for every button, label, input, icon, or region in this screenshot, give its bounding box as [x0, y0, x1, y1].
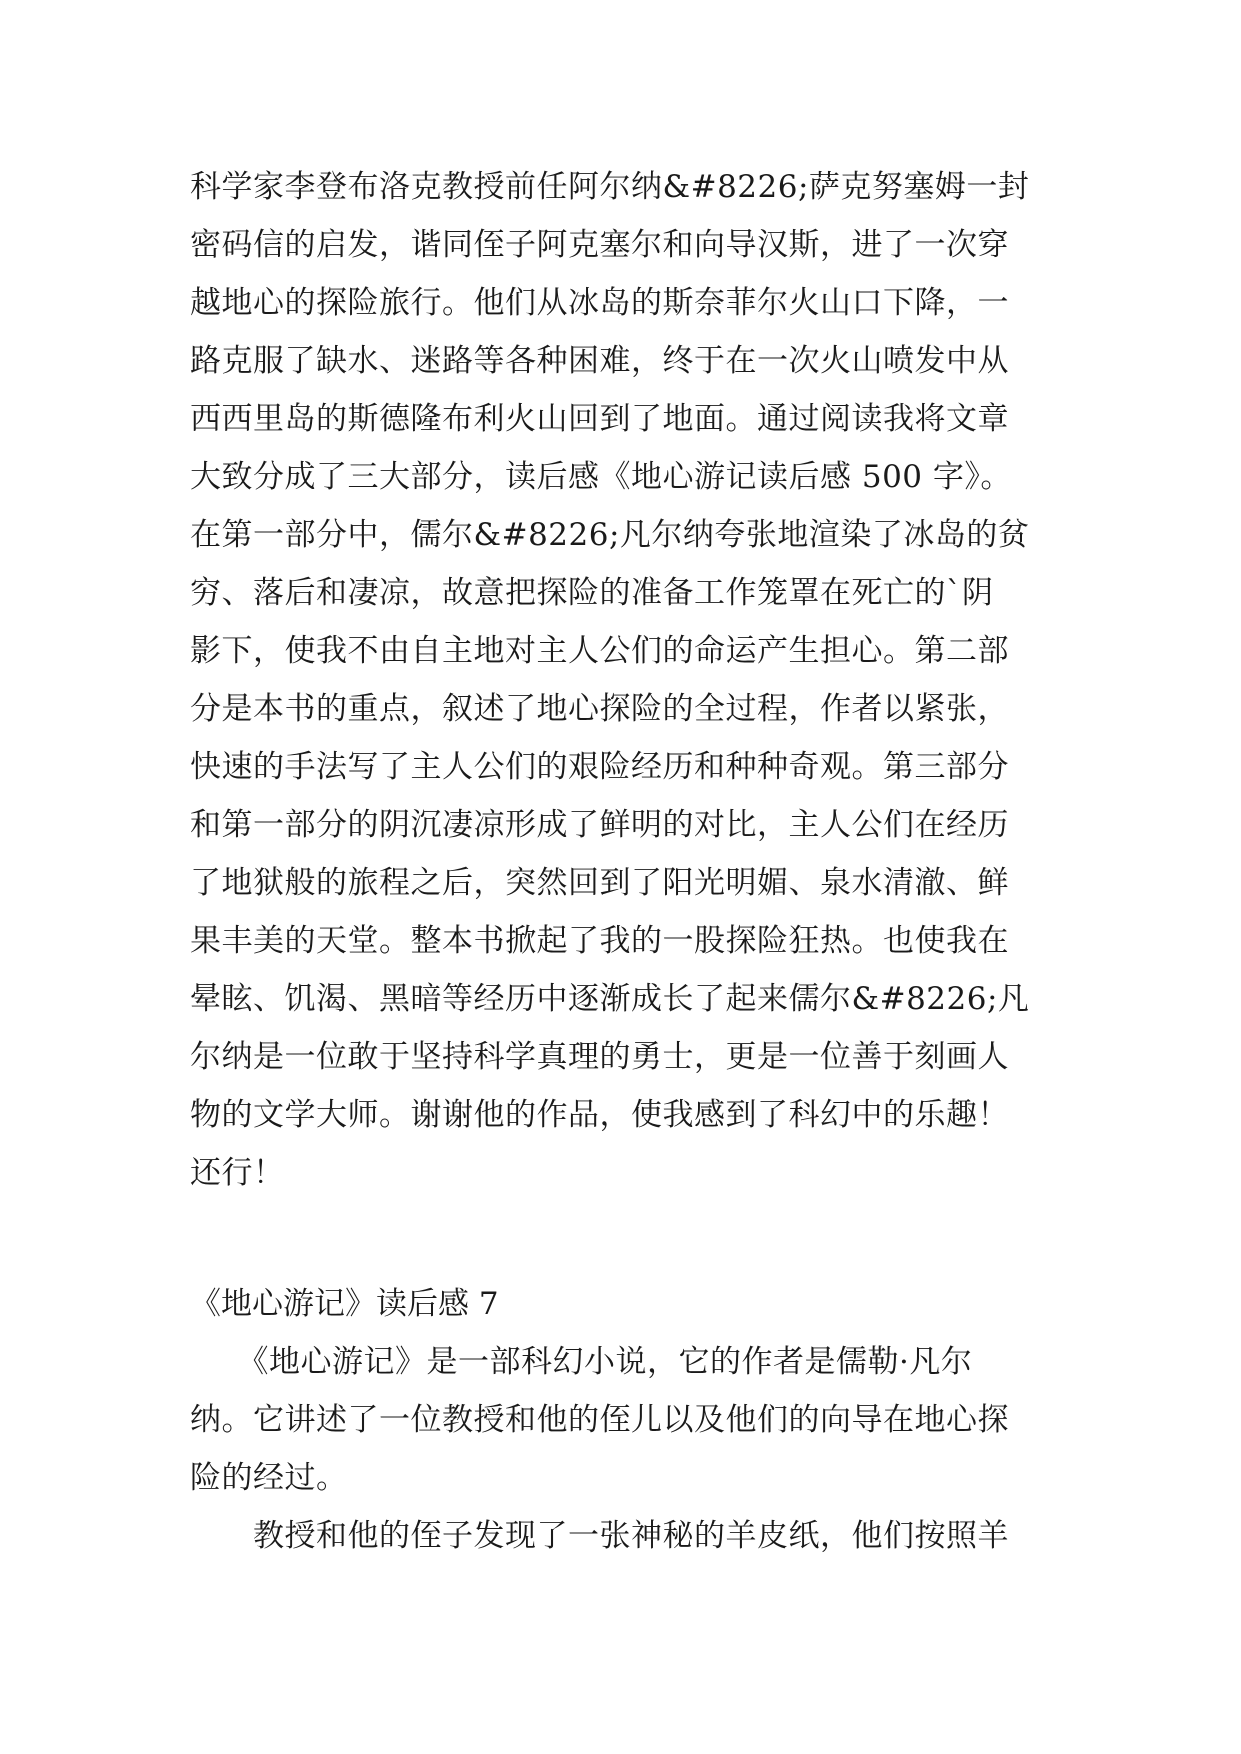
text-line: 影下，使我不由自主地对主人公们的命运产生担心。第二部	[190, 633, 1009, 669]
text-line: 和第一部分的阴沉凄凉形成了鲜明的对比，主人公们在经历	[190, 807, 1009, 843]
text-line: 路克服了缺水、迷路等各种困难，终于在一次火山喷发中从	[190, 343, 1009, 379]
text-line: 险的经过。	[190, 1460, 348, 1496]
text-line: 果丰美的天堂。整本书掀起了我的一股探险狂热。也使我在	[190, 923, 1009, 959]
text-line: 穷、落后和凄凉，故意把探险的准备工作笼罩在死亡的`阴	[190, 575, 994, 611]
text-line: 快速的手法写了主人公们的艰险经历和种种奇观。第三部分	[190, 749, 1009, 785]
text-line: 科学家李登布洛克教授前任阿尔纳&#8226;萨克努塞姆一封	[190, 169, 1030, 205]
section-heading: 《地心游记》读后感 7	[190, 1286, 499, 1322]
text-line: 西西里岛的斯德隆布利火山回到了地面。通过阅读我将文章	[190, 401, 1009, 437]
text-line: 教授和他的侄子发现了一张神秘的羊皮纸，他们按照羊	[190, 1518, 1009, 1554]
text-line: 分是本书的重点，叙述了地心探险的全过程，作者以紧张，	[190, 691, 1009, 727]
text-line: 大致分成了三大部分，读后感《地心游记读后感 500 字》。	[190, 459, 1012, 495]
text-line: 还行！	[190, 1155, 285, 1191]
text-line: 在第一部分中，儒尔&#8226;凡尔纳夸张地渲染了冰岛的贫	[190, 517, 1030, 553]
text-line: 尔纳是一位敢于坚持科学真理的勇士，更是一位善于刻画人	[190, 1039, 1009, 1075]
intro-paragraph	[190, 1333, 1070, 1507]
next-paragraph	[190, 1507, 1070, 1565]
text-line: 了地狱般的旅程之后，突然回到了阳光明媚、泉水清澈、鲜	[190, 865, 1009, 901]
text-line: 纳。它讲述了一位教授和他的侄儿以及他们的向导在地心探	[190, 1402, 1009, 1438]
text-line: 密码信的启发，谐同侄子阿克塞尔和向导汉斯，进了一次穿	[190, 227, 1009, 263]
text-line: 《地心游记》是一部科幻小说，它的作者是儒勒·凡尔	[190, 1344, 973, 1380]
text-line: 物的文学大师。谢谢他的作品，使我感到了科幻中的乐趣！	[190, 1097, 1009, 1133]
text-line: 越地心的探险旅行。他们从冰岛的斯奈菲尔火山口下降，一	[190, 285, 1009, 321]
text-line: 晕眩、饥渴、黑暗等经历中逐渐成长了起来儒尔&#8226;凡	[190, 981, 1030, 1017]
essay-continued-paragraph	[190, 158, 1070, 1202]
